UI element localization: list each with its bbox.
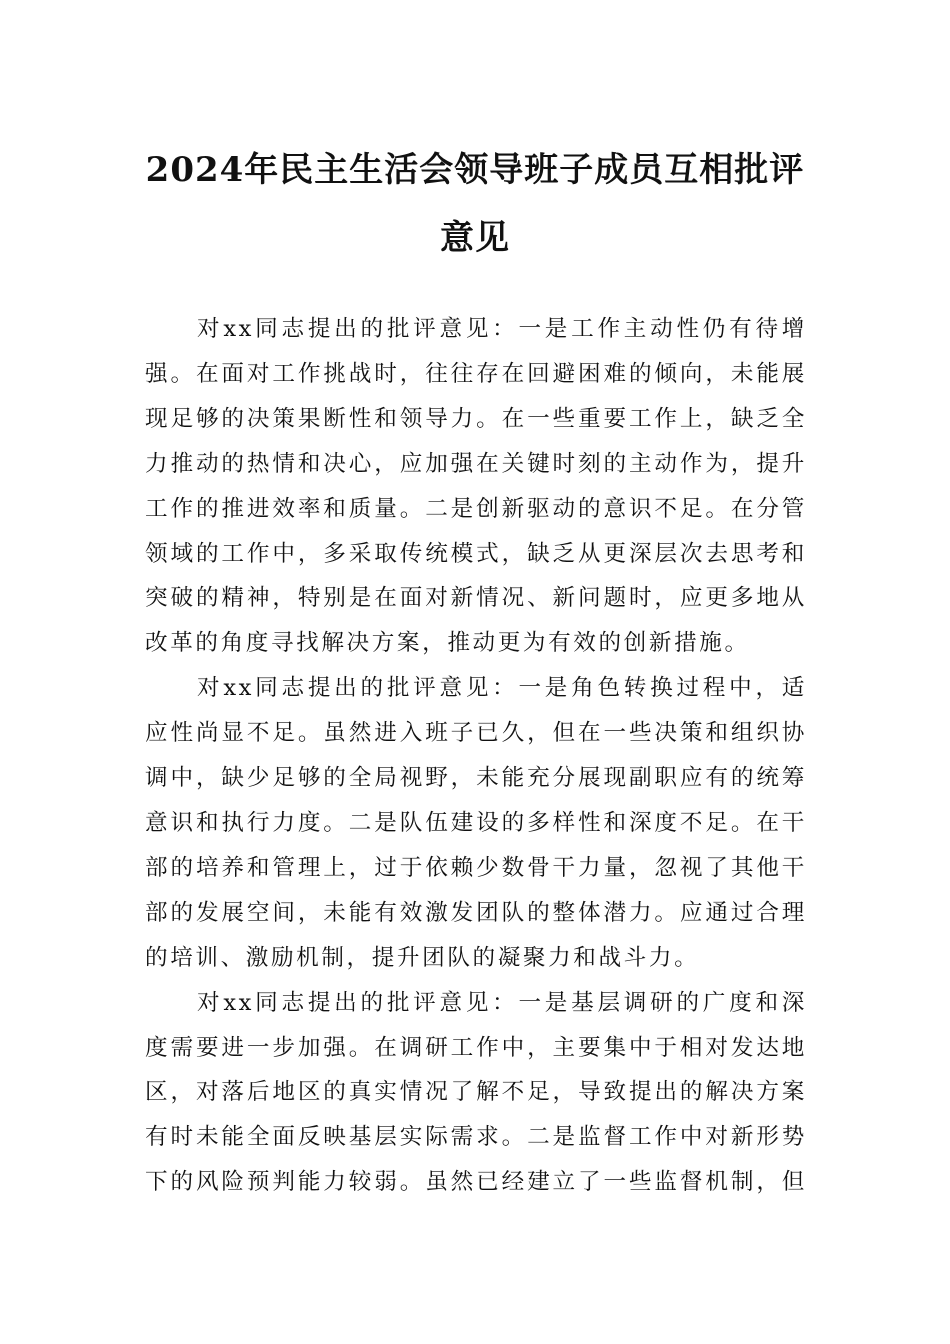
text-line: 力推动的热情和决心，应加强在关键时刻的主动作为，提升 <box>145 450 807 477</box>
text-line: 意识和执行力度。二是队伍建设的多样性和深度不足。在干 <box>145 809 807 836</box>
text-line: 度需要进一步加强。在调研工作中，主要集中于相对发达地 <box>145 1034 807 1061</box>
text-line: 部的发展空间，未能有效激发团队的整体潜力。应通过合理 <box>145 899 807 926</box>
document-title-line2: 意见 <box>440 218 510 258</box>
text-line: 强。在面对工作挑战时，往往存在回避困难的倾向，未能展 <box>145 360 807 387</box>
text-line: 的培训、激励机制，提升团队的凝聚力和战斗力。 <box>145 944 700 971</box>
paragraph-2 <box>145 666 807 980</box>
text-line: 调中，缺少足够的全局视野，未能充分展现副职应有的统筹 <box>145 765 807 792</box>
text-line: 下的风险预判能力较弱。虽然已经建立了一些监督机制，但 <box>145 1169 807 1196</box>
text-line: 领域的工作中，多采取传统模式，缺乏从更深层次去思考和 <box>145 540 807 567</box>
text-line: 突破的精神，特别是在面对新情况、新问题时，应更多地从 <box>145 585 807 612</box>
text-line: 改革的角度寻找解决方案，推动更为有效的创新措施。 <box>145 630 750 657</box>
paragraph-3 <box>145 981 807 1206</box>
paragraph-1 <box>145 307 807 666</box>
text-line: 工作的推进效率和质量。二是创新驱动的意识不足。在分管 <box>145 495 807 522</box>
document-body <box>145 307 807 1205</box>
text-line: 部的培养和管理上，过于依赖少数骨干力量，忽视了其他干 <box>145 854 807 881</box>
text-line: 区，对落后地区的真实情况了解不足，导致提出的解决方案 <box>145 1079 807 1106</box>
text-line: 对xx同志提出的批评意见：一是角色转换过程中，适 <box>197 675 807 702</box>
text-line: 有时未能全面反映基层实际需求。二是监督工作中对新形势 <box>145 1124 807 1151</box>
text-line: 对xx同志提出的批评意见：一是工作主动性仍有待增 <box>197 316 807 342</box>
text-line: 应性尚显不足。虽然进入班子已久，但在一些决策和组织协 <box>145 720 807 747</box>
document-title-line1: 2024年民主生活会领导班子成员互相批评 <box>145 150 805 190</box>
text-line: 对xx同志提出的批评意见：一是基层调研的广度和深 <box>197 989 807 1016</box>
text-line: 现足够的决策果断性和领导力。在一些重要工作上，缺乏全 <box>145 405 807 432</box>
